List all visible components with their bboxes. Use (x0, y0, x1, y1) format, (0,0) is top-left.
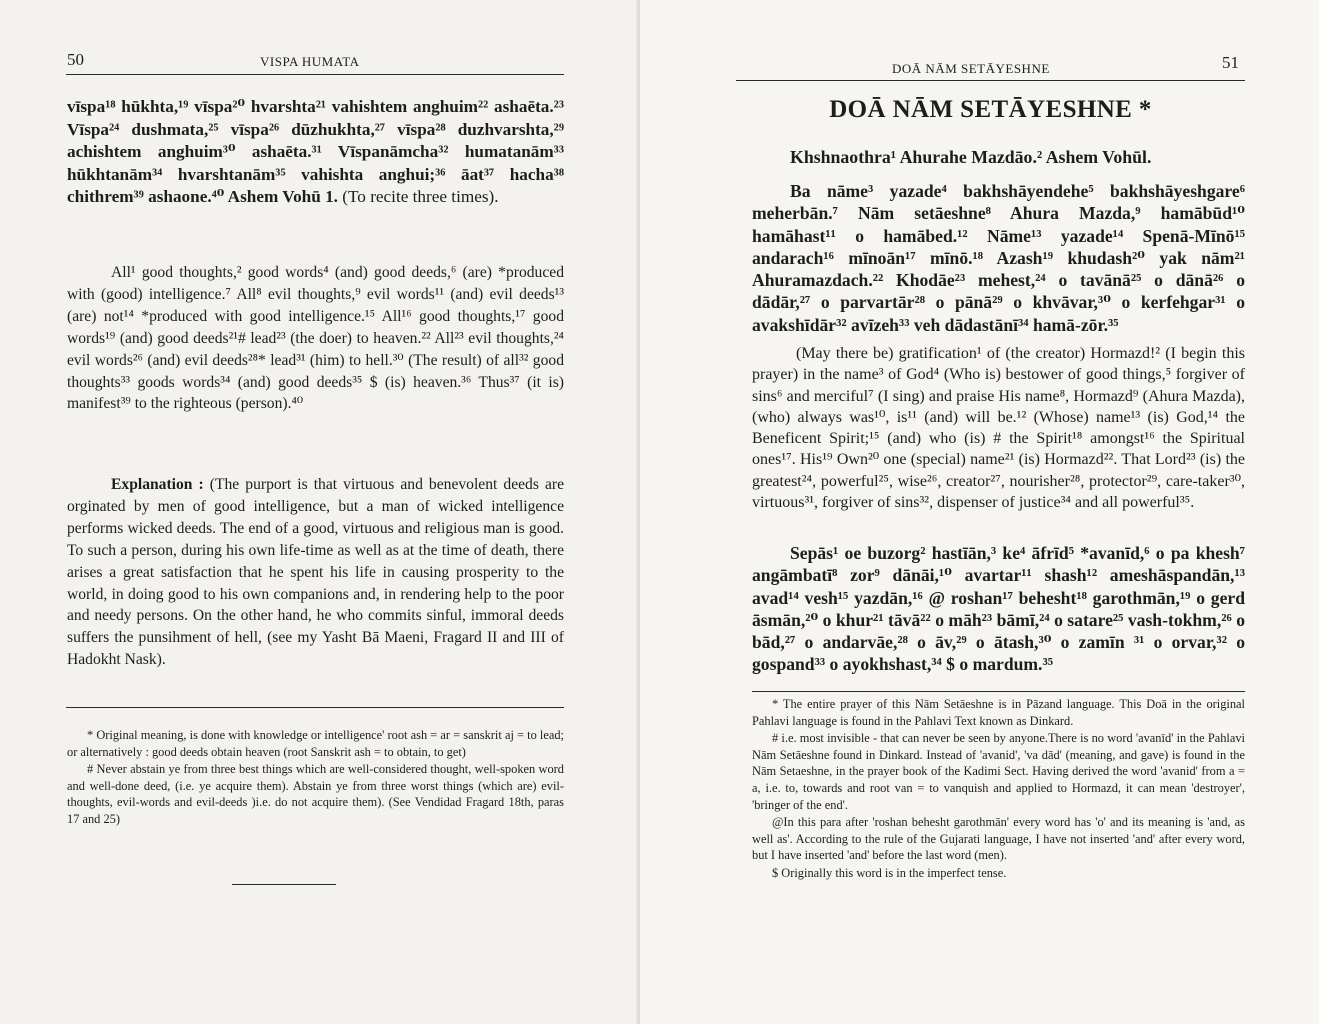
translation-paragraph-left: All¹ good thoughts,² good words⁴ (and) good deeds,⁶ (are) *produced with (good) intelligence.⁷ All⁸ evil thoughts,⁹ evil words¹¹ (and) evil deeds¹³ (are) not¹⁴ *produced with good intelligence.¹⁵ All¹⁶ good thoughts,¹⁷ good words¹⁹ (and) good deeds²¹# lead²³ (the doer) to heaven.²² All²³ evil thoughts,²⁴ evil words²⁶ (and) evil deeds²⁸* lead³¹ (him) to hell.³⁰ (The result) of all³² good thoughts³³ goods words³⁴ (and) good deeds³⁵ $ (is) heaven.³⁶ Thus³⁷ (it is) manifest³⁹ to the righteous (person).⁴⁰ (67, 264, 564, 413)
explanation-text: (The purport is that virtuous and benevolent deeds are orginated by men of good intelligence, but a man of wicked intelligence performs wicked deeds. The end of a good, virtuous and religious man is good. To such a person, during his own life-time as well as at the time of death, there arises a great satisfaction that he spent his life in causing prosperity to the world, in doing good to his own companions and, in rendering help to the poor and needy persons. On the other hand, he who commits sinful, immoral deeds suffers the punsihment of hell, (see my Yasht Bā Maeni, Fragard II and III of Hadokht Nask). (67, 476, 565, 669)
footnote-left-1: * Original meaning, is done with knowledge or intelligence' root ash = ar = sanskrit aj = to lead; or alternatively : good deeds obtain heaven (root Sanskrit ash = to obtain, to get) (67, 728, 564, 759)
explanation-paragraph (67, 474, 564, 671)
running-head-right: DOĀ NĀM SETĀYESHNE (892, 61, 1050, 76)
running-head-left: VISPA HUMATA (260, 54, 360, 69)
left-page (0, 0, 640, 1024)
footnote-right-2: # i.e. most invisible - that can never be seen by anyone.There is no word 'avanīd' in the Pahlavi Nām Setāeshne found in Dinkard. Instead of 'avanid', 'va dād' (meaning, and gave) is found in the Nām Setaeshne, in the prayer book of the Kadimi Sect. Having derived the word 'avanid' from a = a, i.e. to, towards and root van = to vanquish and applied to Hormazd, it can mean 'destroyer', 'bringer of the end'. (752, 731, 1245, 812)
footnote-rule-right (752, 691, 1245, 692)
footnote-rule-left (66, 707, 564, 708)
transliteration-block-2: Sepās¹ oe buzorg² hastīān,³ ke⁴ āfrīd⁵ *avanīd,⁶ o pa khesh⁷ angāmbatī⁸ zor⁹ dānāi,¹⁰ avartar¹¹ shash¹² ameshāspandān,¹³ avad¹⁴ vesh¹⁵ yazdān,¹⁶ @ roshan¹⁷ behesht¹⁸ garothmān,¹⁹ o gerd āsmān,²⁰ o khur²¹ tāvā²² o māh²³ bāmī,²⁴ o satare²⁵ vash-tokhm,²⁶ o bād,²⁷ o andarvāe,²⁸ o āv,²⁹ o ātash,³⁰ o zamīn ³¹ o orvar,³² o gospand³³ o ayokhshast,³⁴ $ o mardum.³⁵ (752, 543, 1245, 675)
transliteration-text: vīspa¹⁸ hūkhta,¹⁹ vīspa²⁰ hvarshta²¹ vahishtem anghuim²² ashaēta.²³ Vīspa²⁴ dushmata,²⁵ vīspa²⁶ dūzhukhta,²⁷ vīspa²⁸ duzhvarshta,²⁹ achishtem anghuim³⁰ ashaēta.³¹ Vīspanāmcha³² humatanām³³ hūkhtanām³⁴ hvarshtanām³⁵ vahishta anghui;³⁶ āat³⁷ hacha³⁸ chithrem³⁹ ashaone.⁴⁰ Ashem Vohū 1. (67, 97, 564, 207)
explanation-label: Explanation : (111, 476, 204, 493)
footnote-right-4: $ Originally this word is in the imperfect tense. (772, 865, 1007, 880)
footnote-right-1: * The entire prayer of this Nām Setāeshne is in Pāzand language. This Doā in the original Pahlavi language is found in the Pahlavi Text known as Dinkard. (752, 697, 1245, 728)
footnote-left-2: # Never abstain ye from three best things which are well-considered thought, well-spoken word and well-done deed, (i.e. ye acquire them). Abstain ye from three worst things (which are) evil-thoughts, evil-words and evil-deeds )i.e. do not acquire them). (See Vendidad Fragard 18th, paras 17 and 25) (67, 762, 564, 826)
page-number-right: 51 (1222, 53, 1239, 72)
page-number-left: 50 (67, 50, 84, 69)
footnotes-left (67, 727, 564, 829)
footnote-right-3: @In this para after 'roshan behesht garothmān' every word has 'o' and its meaning is 'and, as well as'. According to the rule of the Gujarati language, I have not inserted 'and' after every word, but I have inserted 'and' before the last word (men). (752, 815, 1245, 863)
end-rule-left (232, 884, 336, 885)
transliteration-block-1: Ba nāme³ yazade⁴ bakhshāyendehe⁵ bakhshāyeshgare⁶ meherbān.⁷ Nām setāeshne⁸ Ahura Mazda,⁹ hamābūd¹⁰ hamāhast¹¹ o hamābed.¹² Nāme¹³ yazade¹⁴ Spenā-Mīnō¹⁵ andarach¹⁶ mīnoān¹⁷ mīnō.¹⁸ Azash¹⁹ khudash²⁰ yak nām²¹ Ahuramazdach.²² Khodāe²³ mehest,²⁴ o tavānā²⁵ o dānā²⁶ o dādār,²⁷ o parvartār²⁸ o pānā²⁹ o khvāvar,³⁰ o kerfehgar³¹ o avakshīdār³² avīzeh³³ veh dādastānī³⁴ hamā-zōr.³⁵ (752, 181, 1245, 335)
transliteration-block-left (67, 96, 564, 209)
right-page (640, 0, 1319, 1024)
header-rule-right (736, 80, 1245, 81)
recite-note: (To recite three times). (337, 187, 499, 207)
prayer-subheading: Khshnaothra¹ Ahurahe Mazdāo.² Ashem Vohūl. (790, 147, 1152, 167)
footnotes-right (752, 696, 1245, 883)
translation-paragraph-right: (May there be) gratification¹ of (the creator) Hormazd!² (I begin this prayer) in the name³ of God⁴ (Who is) bestower of good things,⁵ forgiver of sins⁶ and merciful⁷ (I sing) and praise His name⁸, Hormazd⁹ (Ahura Mazda), (who) always was¹⁰, is¹¹ (and) will be.¹² (Whose) name¹³ (is) God,¹⁴ the Beneficent Spirit;¹⁵ (and) who (is) # the Spirit¹⁸ amongst¹⁶ the Spiritual ones¹⁷. His¹⁹ Own²⁰ one (special) name²¹ (is) Hormazd²². That Lord²³ (is) the greatest²⁴, powerful²⁵, wise²⁶, creator²⁷, nourisher²⁸, protector²⁹, care-taker³⁰, virtuous³¹, forgiver of sins³², dispenser of justice³⁴ and all powerful³⁵. (752, 345, 1245, 512)
header-rule-left (66, 74, 564, 75)
prayer-heading: DOĀ NĀM SETĀYESHNE * (829, 96, 1152, 123)
